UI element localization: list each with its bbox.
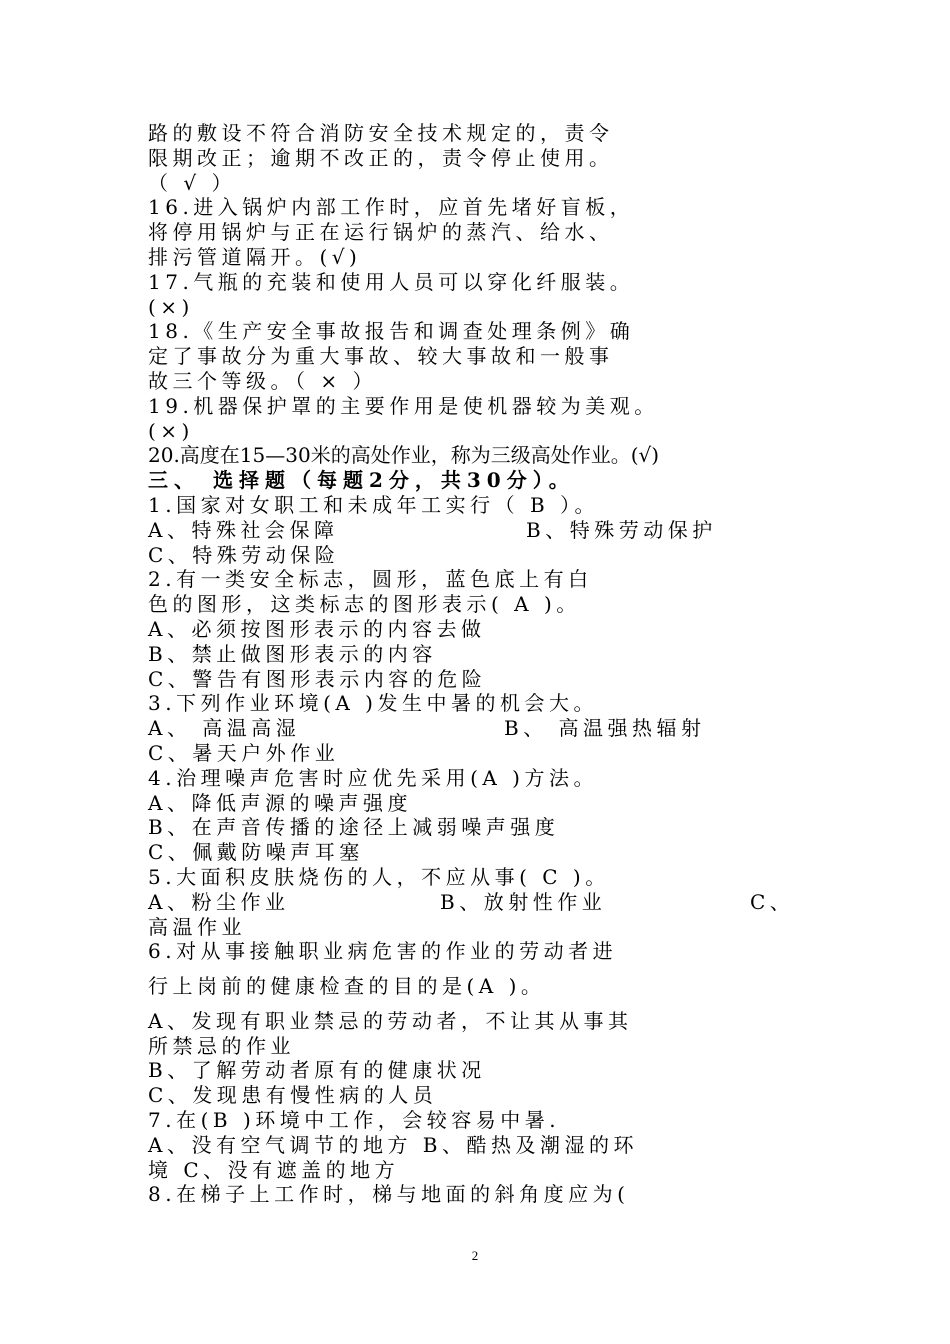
option-c: C、警告有图形表示内容的危险: [148, 666, 487, 691]
text-line: 排污管道隔开。(√): [148, 244, 362, 269]
paragraph-gap: [148, 999, 808, 1009]
option-a: A、降低声源的噪声强度: [148, 790, 412, 815]
text-line: 所禁忌的作业: [148, 1033, 295, 1058]
choice-question-4: 4.治理噪声危害时应优先采用(A )方法。: [148, 765, 598, 790]
option-a: A、粉尘作业: [148, 889, 290, 914]
option-c: C、佩戴防噪声耳塞: [148, 840, 364, 865]
choice-question-6: 6.对从事接触职业病危害的作业的劳动者进: [148, 939, 618, 964]
option-b: B、了解劳动者原有的健康状况: [148, 1058, 486, 1083]
choice-question-1: 1.国家对女职工和未成年工实行（ B ）。: [148, 492, 599, 517]
option-b: B、特殊劳动保护: [526, 517, 717, 542]
text-line: 色的图形，这类标志的图形表示( A )。: [148, 592, 581, 617]
option-b: B、在声音传播的途径上减弱噪声强度: [148, 815, 560, 840]
question-19: 19.机器保护罩的主要作用是使机器较为美观。: [148, 393, 659, 418]
text-line: 将停用锅炉与正在运行锅炉的蒸汽、给水、: [148, 220, 614, 245]
question-17: 17.气瓶的充装和使用人员可以穿化纤服装。: [148, 269, 635, 294]
text-line: 故三个等级。（ × ）: [148, 368, 377, 393]
question-16: 16.进入锅炉内部工作时，应首先堵好盲板，: [148, 195, 635, 220]
options-row: [148, 518, 808, 543]
options-line: A、没有空气调节的地方 B、酷热及潮湿的环: [148, 1132, 638, 1157]
page-number: 2: [471, 1248, 479, 1263]
option-c: C、暑天户外作业: [148, 740, 340, 765]
paragraph-gap: [148, 964, 808, 974]
option-c: C、特殊劳动保险: [148, 542, 340, 567]
text-line: （ √ ）: [148, 170, 236, 195]
option-b: B、放射性作业: [440, 889, 607, 914]
question-20: 20.高度在15—30米的高处作业，称为三级高处作业。(√): [148, 443, 660, 468]
option-c: C、发现患有慢性病的人员: [148, 1083, 438, 1108]
text-line: 定了事故分为重大事故、较大事故和一般事: [148, 344, 614, 369]
question-18: 18.《生产安全事故报告和调查处理条例》确: [148, 319, 635, 344]
option-a: A、特殊社会保障: [148, 517, 339, 542]
option-a: A、必须按图形表示的内容去做: [148, 616, 486, 641]
text-line: 路的敷设不符合消防安全技术规定的，责令: [148, 121, 614, 145]
text-line: (×): [148, 294, 194, 319]
text-line: 限期改正；逾期不改正的，责令停止使用。: [148, 145, 614, 170]
choice-question-8: 8.在梯子上工作时，梯与地面的斜角度应为(: [148, 1182, 630, 1207]
option-c: C、: [750, 889, 795, 914]
option-a: A、发现有职业禁忌的劳动者，不让其从事其: [148, 1008, 633, 1033]
options-row: [148, 890, 808, 915]
text-line: 境 C、没有遮盖的地方: [148, 1157, 400, 1182]
options-row: [148, 716, 808, 741]
option-b: B、 高温强热辐射: [504, 716, 706, 741]
option-a: A、 高温高湿: [148, 716, 301, 741]
document-body: [148, 121, 808, 1207]
text-line: 行上岗前的健康检查的目的是(A )。: [148, 974, 546, 999]
choice-question-2: 2.有一类安全标志，圆形，蓝色底上有白: [148, 567, 593, 592]
text-line: 高温作业: [148, 914, 246, 939]
choice-question-7: 7.在(B )环境中工作，会较容易中暑.: [148, 1108, 561, 1133]
section-heading: 三、 选择题（每题2分，共30分）。: [148, 468, 575, 493]
choice-question-3: 3.下列作业环境(A )发生中暑的机会大。: [148, 691, 598, 716]
option-b: B、禁止做图形表示的内容: [148, 641, 437, 666]
text-line: (×): [148, 418, 194, 443]
choice-question-5: 5.大面积皮肤烧伤的人，不应从事( C )。: [148, 864, 610, 889]
